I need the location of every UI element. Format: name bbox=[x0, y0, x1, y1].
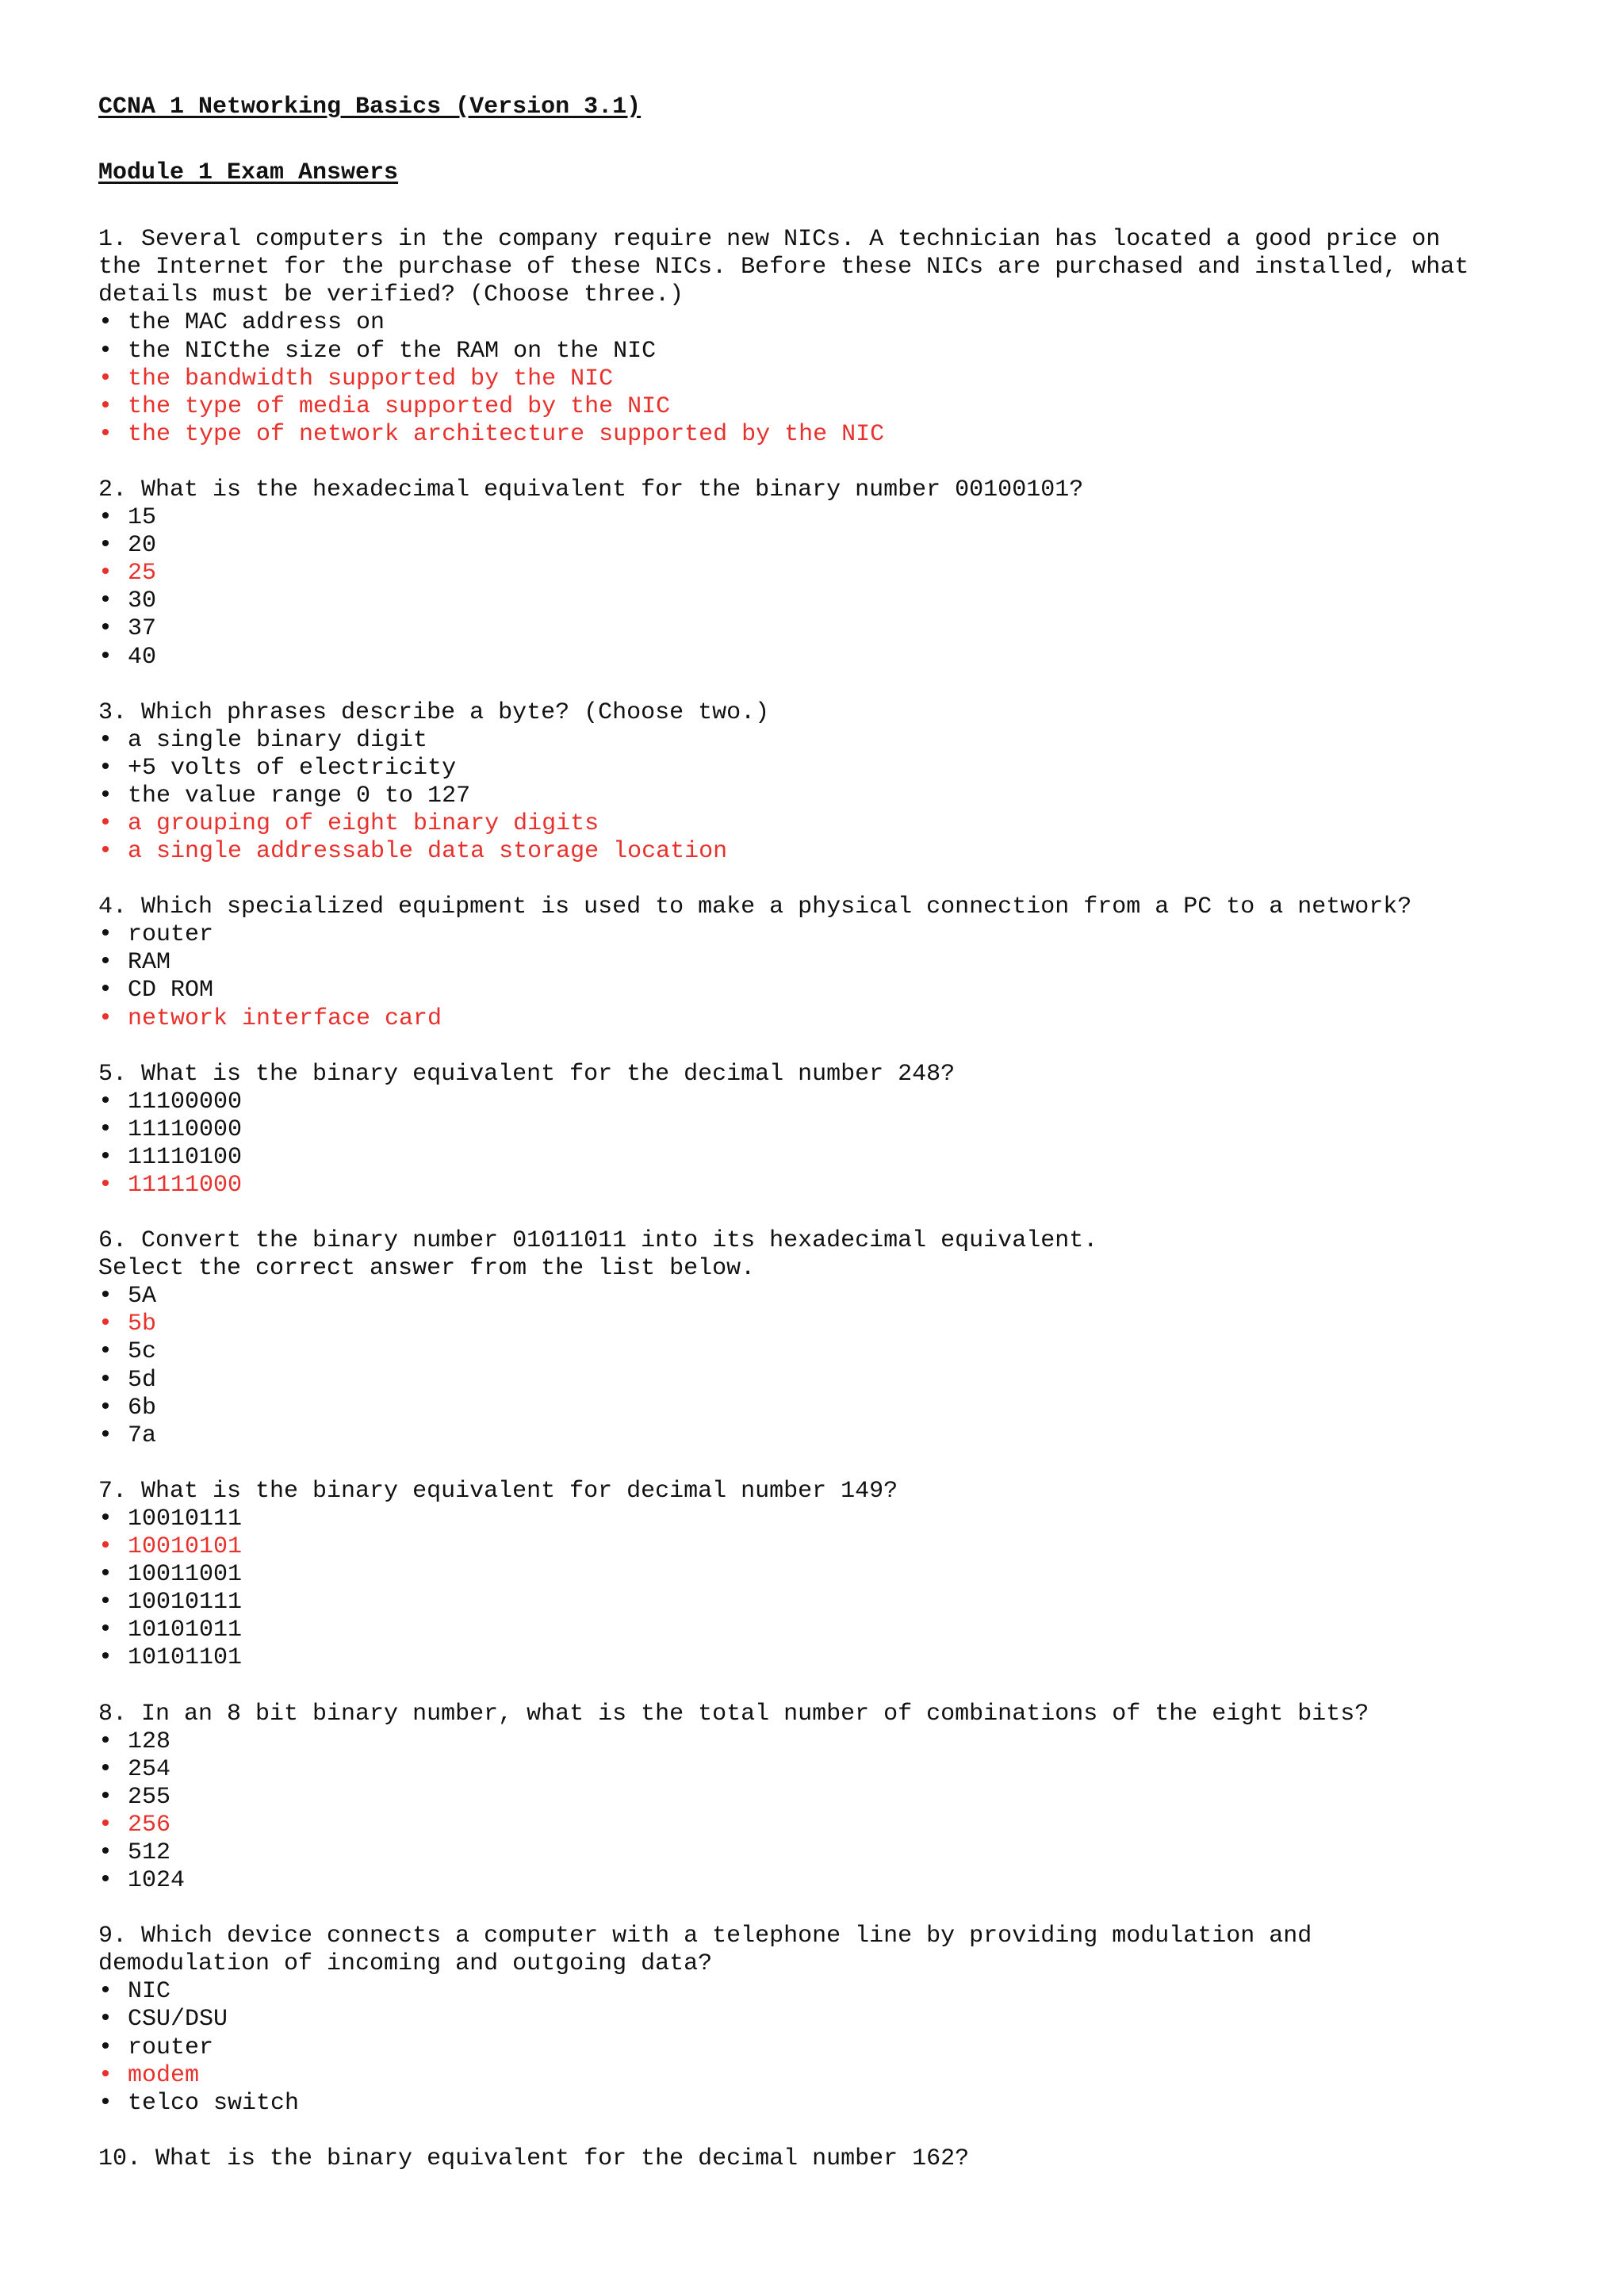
question-text: 8. In an 8 bit binary number, what is the total number of combinations of the eight bits? bbox=[98, 1700, 1369, 1728]
bullet-icon: • bbox=[98, 1004, 113, 1032]
bullet-icon: • bbox=[98, 1505, 113, 1533]
answer-option-list bbox=[98, 1089, 1573, 1200]
answer-option-text: 30 bbox=[128, 587, 157, 615]
answer-option-text: 10010111 bbox=[128, 1589, 243, 1617]
question-block bbox=[98, 2145, 1573, 2173]
answer-option bbox=[98, 2090, 1573, 2118]
bullet-icon: • bbox=[98, 1728, 113, 1755]
answer-option-text: 512 bbox=[128, 1839, 171, 1866]
question-block bbox=[98, 476, 1573, 672]
question-text: 10. What is the binary equivalent for the decimal number 162? bbox=[98, 2145, 970, 2172]
answer-option-list bbox=[98, 1283, 1573, 1450]
bullet-icon: • bbox=[98, 1088, 113, 1115]
answer-option bbox=[98, 504, 1573, 532]
answer-option bbox=[98, 1116, 1573, 1144]
answer-option-text: a single binary digit bbox=[128, 726, 428, 754]
question-text: 2. What is the hexadecimal equivalent for the binary number 00100101? bbox=[98, 476, 1084, 503]
bullet-icon: • bbox=[98, 365, 113, 392]
bullet-icon: • bbox=[98, 1338, 113, 1366]
answer-option bbox=[98, 921, 1573, 949]
answer-option-text: 256 bbox=[128, 1811, 171, 1839]
answer-option bbox=[98, 1756, 1573, 1784]
answer-option bbox=[98, 949, 1573, 977]
answer-option bbox=[98, 2034, 1573, 2062]
answer-option-text: 6b bbox=[128, 1394, 157, 1422]
bullet-icon: • bbox=[98, 1811, 113, 1839]
answer-option-text: a single addressable data storage location bbox=[128, 838, 728, 866]
answer-option-list bbox=[98, 1506, 1573, 1673]
question-text: 4. Which specialized equipment is used to make a physical connection from a PC to a network? bbox=[98, 894, 1412, 921]
answer-option bbox=[98, 1589, 1573, 1617]
answer-option bbox=[98, 1839, 1573, 1867]
answer-option-text: +5 volts of electricity bbox=[128, 754, 457, 782]
answer-option-text: a grouping of eight binary digits bbox=[128, 809, 599, 837]
answer-option-text: 5d bbox=[128, 1366, 157, 1394]
answer-option-text: 37 bbox=[128, 615, 157, 643]
answer-option-text: router bbox=[128, 2034, 214, 2061]
answer-option bbox=[98, 755, 1573, 783]
question-block bbox=[98, 1227, 1573, 1450]
bullet-icon: • bbox=[98, 2034, 113, 2061]
question-block bbox=[98, 1701, 1573, 1896]
answer-option-list bbox=[98, 1978, 1573, 2117]
answer-option bbox=[98, 1978, 1573, 2006]
bullet-icon: • bbox=[98, 809, 113, 837]
answer-option-text: router bbox=[128, 921, 214, 949]
bullet-icon: • bbox=[98, 1115, 113, 1143]
document-page bbox=[98, 94, 1573, 2201]
answer-option-text: 11110000 bbox=[128, 1115, 243, 1143]
bullet-icon: • bbox=[98, 1755, 113, 1783]
answer-option-text: 5c bbox=[128, 1338, 157, 1366]
bullet-icon: • bbox=[98, 1644, 113, 1672]
answer-option bbox=[98, 977, 1573, 1004]
answer-option-text: 40 bbox=[128, 643, 157, 671]
answer-option-correct bbox=[98, 2062, 1573, 2090]
answer-option-text: 1024 bbox=[128, 1867, 186, 1895]
answer-option bbox=[98, 1784, 1573, 1812]
answer-option bbox=[98, 1089, 1573, 1116]
answer-option bbox=[98, 1422, 1573, 1450]
bullet-icon: • bbox=[98, 2006, 113, 2034]
answer-option-text: 10101101 bbox=[128, 1644, 243, 1672]
bullet-icon: • bbox=[98, 1143, 113, 1171]
answer-option-text: the bandwidth supported by the NIC bbox=[128, 365, 614, 392]
answer-option-text: telco switch bbox=[128, 2089, 300, 2117]
answer-option-correct bbox=[98, 1812, 1573, 1839]
answer-option-text: 10010101 bbox=[128, 1533, 243, 1561]
bullet-icon: • bbox=[98, 977, 113, 1004]
bullet-icon: • bbox=[98, 2061, 113, 2089]
bullet-icon: • bbox=[98, 1783, 113, 1811]
answer-option-text: 25 bbox=[128, 560, 157, 587]
answer-option bbox=[98, 1561, 1573, 1589]
answer-option-text: 255 bbox=[128, 1783, 171, 1811]
answer-option bbox=[98, 338, 1573, 365]
answer-option-correct bbox=[98, 1005, 1573, 1033]
answer-option bbox=[98, 644, 1573, 672]
answer-option-text: the NICthe size of the RAM on the NIC bbox=[128, 337, 657, 365]
bullet-icon: • bbox=[98, 532, 113, 560]
answer-option-list bbox=[98, 727, 1573, 866]
bullet-icon: • bbox=[98, 587, 113, 615]
bullet-icon: • bbox=[98, 615, 113, 643]
answer-option bbox=[98, 783, 1573, 810]
answer-option-text: the type of media supported by the NIC bbox=[128, 392, 671, 420]
bullet-icon: • bbox=[98, 838, 113, 866]
answer-option bbox=[98, 309, 1573, 337]
bullet-icon: • bbox=[98, 726, 113, 754]
answer-option-text: 7a bbox=[128, 1422, 157, 1449]
bullet-icon: • bbox=[98, 1589, 113, 1617]
answer-option bbox=[98, 1644, 1573, 1672]
answer-option-correct bbox=[98, 810, 1573, 838]
bullet-icon: • bbox=[98, 1839, 113, 1866]
answer-option-text: 10011001 bbox=[128, 1561, 243, 1589]
answer-option-text: the value range 0 to 127 bbox=[128, 782, 471, 809]
answer-option-correct bbox=[98, 1311, 1573, 1338]
answer-option-text: 5b bbox=[128, 1311, 157, 1338]
answer-option-text: 128 bbox=[128, 1728, 171, 1755]
answer-option-correct bbox=[98, 1533, 1573, 1561]
answer-option bbox=[98, 1506, 1573, 1533]
answer-option-text: 10101011 bbox=[128, 1617, 243, 1644]
bullet-icon: • bbox=[98, 420, 113, 448]
answer-option-correct bbox=[98, 1172, 1573, 1200]
answer-option-correct bbox=[98, 560, 1573, 587]
answer-option-list bbox=[98, 1728, 1573, 1896]
bullet-icon: • bbox=[98, 1978, 113, 2006]
question-text: 5. What is the binary equivalent for the decimal number 248? bbox=[98, 1060, 956, 1088]
answer-option-text: network interface card bbox=[128, 1004, 442, 1032]
answer-option-text: 10010111 bbox=[128, 1505, 243, 1533]
answer-option bbox=[98, 615, 1573, 643]
bullet-icon: • bbox=[98, 309, 113, 337]
answer-option bbox=[98, 2006, 1573, 2034]
bullet-icon: • bbox=[98, 1172, 113, 1199]
answer-option-list bbox=[98, 504, 1573, 672]
bullet-icon: • bbox=[98, 1366, 113, 1394]
answer-option bbox=[98, 1867, 1573, 1895]
question-text: 7. What is the binary equivalent for decimal number 149? bbox=[98, 1477, 898, 1505]
bullet-icon: • bbox=[98, 1283, 113, 1311]
answer-option-text: 254 bbox=[128, 1755, 171, 1783]
bullet-icon: • bbox=[98, 1422, 113, 1449]
answer-option-text: CD ROM bbox=[128, 977, 214, 1004]
answer-option-correct bbox=[98, 838, 1573, 866]
bullet-icon: • bbox=[98, 1394, 113, 1422]
answer-option bbox=[98, 1338, 1573, 1366]
bullet-icon: • bbox=[98, 754, 113, 782]
bullet-icon: • bbox=[98, 1617, 113, 1644]
answer-option bbox=[98, 1144, 1573, 1172]
answer-option bbox=[98, 727, 1573, 755]
question-block bbox=[98, 894, 1573, 1032]
question-list bbox=[98, 226, 1573, 2173]
answer-option-text: 11111000 bbox=[128, 1172, 243, 1199]
answer-option bbox=[98, 532, 1573, 560]
answer-option-text: 11110100 bbox=[128, 1143, 243, 1171]
bullet-icon: • bbox=[98, 921, 113, 949]
answer-option-text: the MAC address on bbox=[128, 309, 385, 337]
answer-option-text: NIC bbox=[128, 1978, 171, 2006]
bullet-icon: • bbox=[98, 1867, 113, 1895]
question-block bbox=[98, 1923, 1573, 2118]
bullet-icon: • bbox=[98, 949, 113, 977]
question-text: 9. Which device connects a computer with a telephone line by providing modulation and demodulation of incoming and outgoing data? bbox=[98, 1923, 1312, 1978]
answer-option-text: 11100000 bbox=[128, 1088, 243, 1115]
question-text: 3. Which phrases describe a byte? (Choose two.) bbox=[98, 698, 770, 726]
document-subtitle: Module 1 Exam Answers bbox=[98, 159, 399, 187]
answer-option-list bbox=[98, 921, 1573, 1032]
answer-option-text: 5A bbox=[128, 1283, 157, 1311]
answer-option-text: RAM bbox=[128, 949, 171, 977]
answer-option bbox=[98, 1395, 1573, 1422]
answer-option bbox=[98, 587, 1573, 615]
answer-option-text: 20 bbox=[128, 532, 157, 560]
bullet-icon: • bbox=[98, 504, 113, 532]
answer-option-list bbox=[98, 309, 1573, 448]
bullet-icon: • bbox=[98, 1561, 113, 1589]
bullet-icon: • bbox=[98, 2089, 113, 2117]
answer-option-text: CSU/DSU bbox=[128, 2006, 228, 2034]
bullet-icon: • bbox=[98, 560, 113, 587]
answer-option-correct bbox=[98, 421, 1573, 449]
answer-option bbox=[98, 1283, 1573, 1311]
answer-option-text: 15 bbox=[128, 504, 157, 532]
answer-option-correct bbox=[98, 393, 1573, 421]
bullet-icon: • bbox=[98, 1533, 113, 1561]
answer-option bbox=[98, 1367, 1573, 1395]
bullet-icon: • bbox=[98, 782, 113, 809]
question-block bbox=[98, 1061, 1573, 1200]
answer-option bbox=[98, 1728, 1573, 1756]
question-block bbox=[98, 1478, 1573, 1673]
question-text: 6. Convert the binary number 01011011 into its hexadecimal equivalent. Select the correct answer from the list below. bbox=[98, 1227, 1098, 1283]
question-block bbox=[98, 699, 1573, 867]
bullet-icon: • bbox=[98, 337, 113, 365]
document-title: CCNA 1 Networking Basics (Version 3.1) bbox=[98, 94, 642, 121]
bullet-icon: • bbox=[98, 643, 113, 671]
bullet-icon: • bbox=[98, 1311, 113, 1338]
bullet-icon: • bbox=[98, 392, 113, 420]
answer-option-correct bbox=[98, 365, 1573, 393]
answer-option bbox=[98, 1617, 1573, 1644]
question-block bbox=[98, 226, 1573, 449]
answer-option-text: the type of network architecture supported by the NIC bbox=[128, 420, 885, 448]
question-text: 1. Several computers in the company require new NICs. A technician has located a good price on the Internet for the purchase of these NICs. Before these NICs are purchased and installed, what details must be verified? (Choose three.) bbox=[98, 226, 1469, 309]
answer-option-text: modem bbox=[128, 2061, 200, 2089]
